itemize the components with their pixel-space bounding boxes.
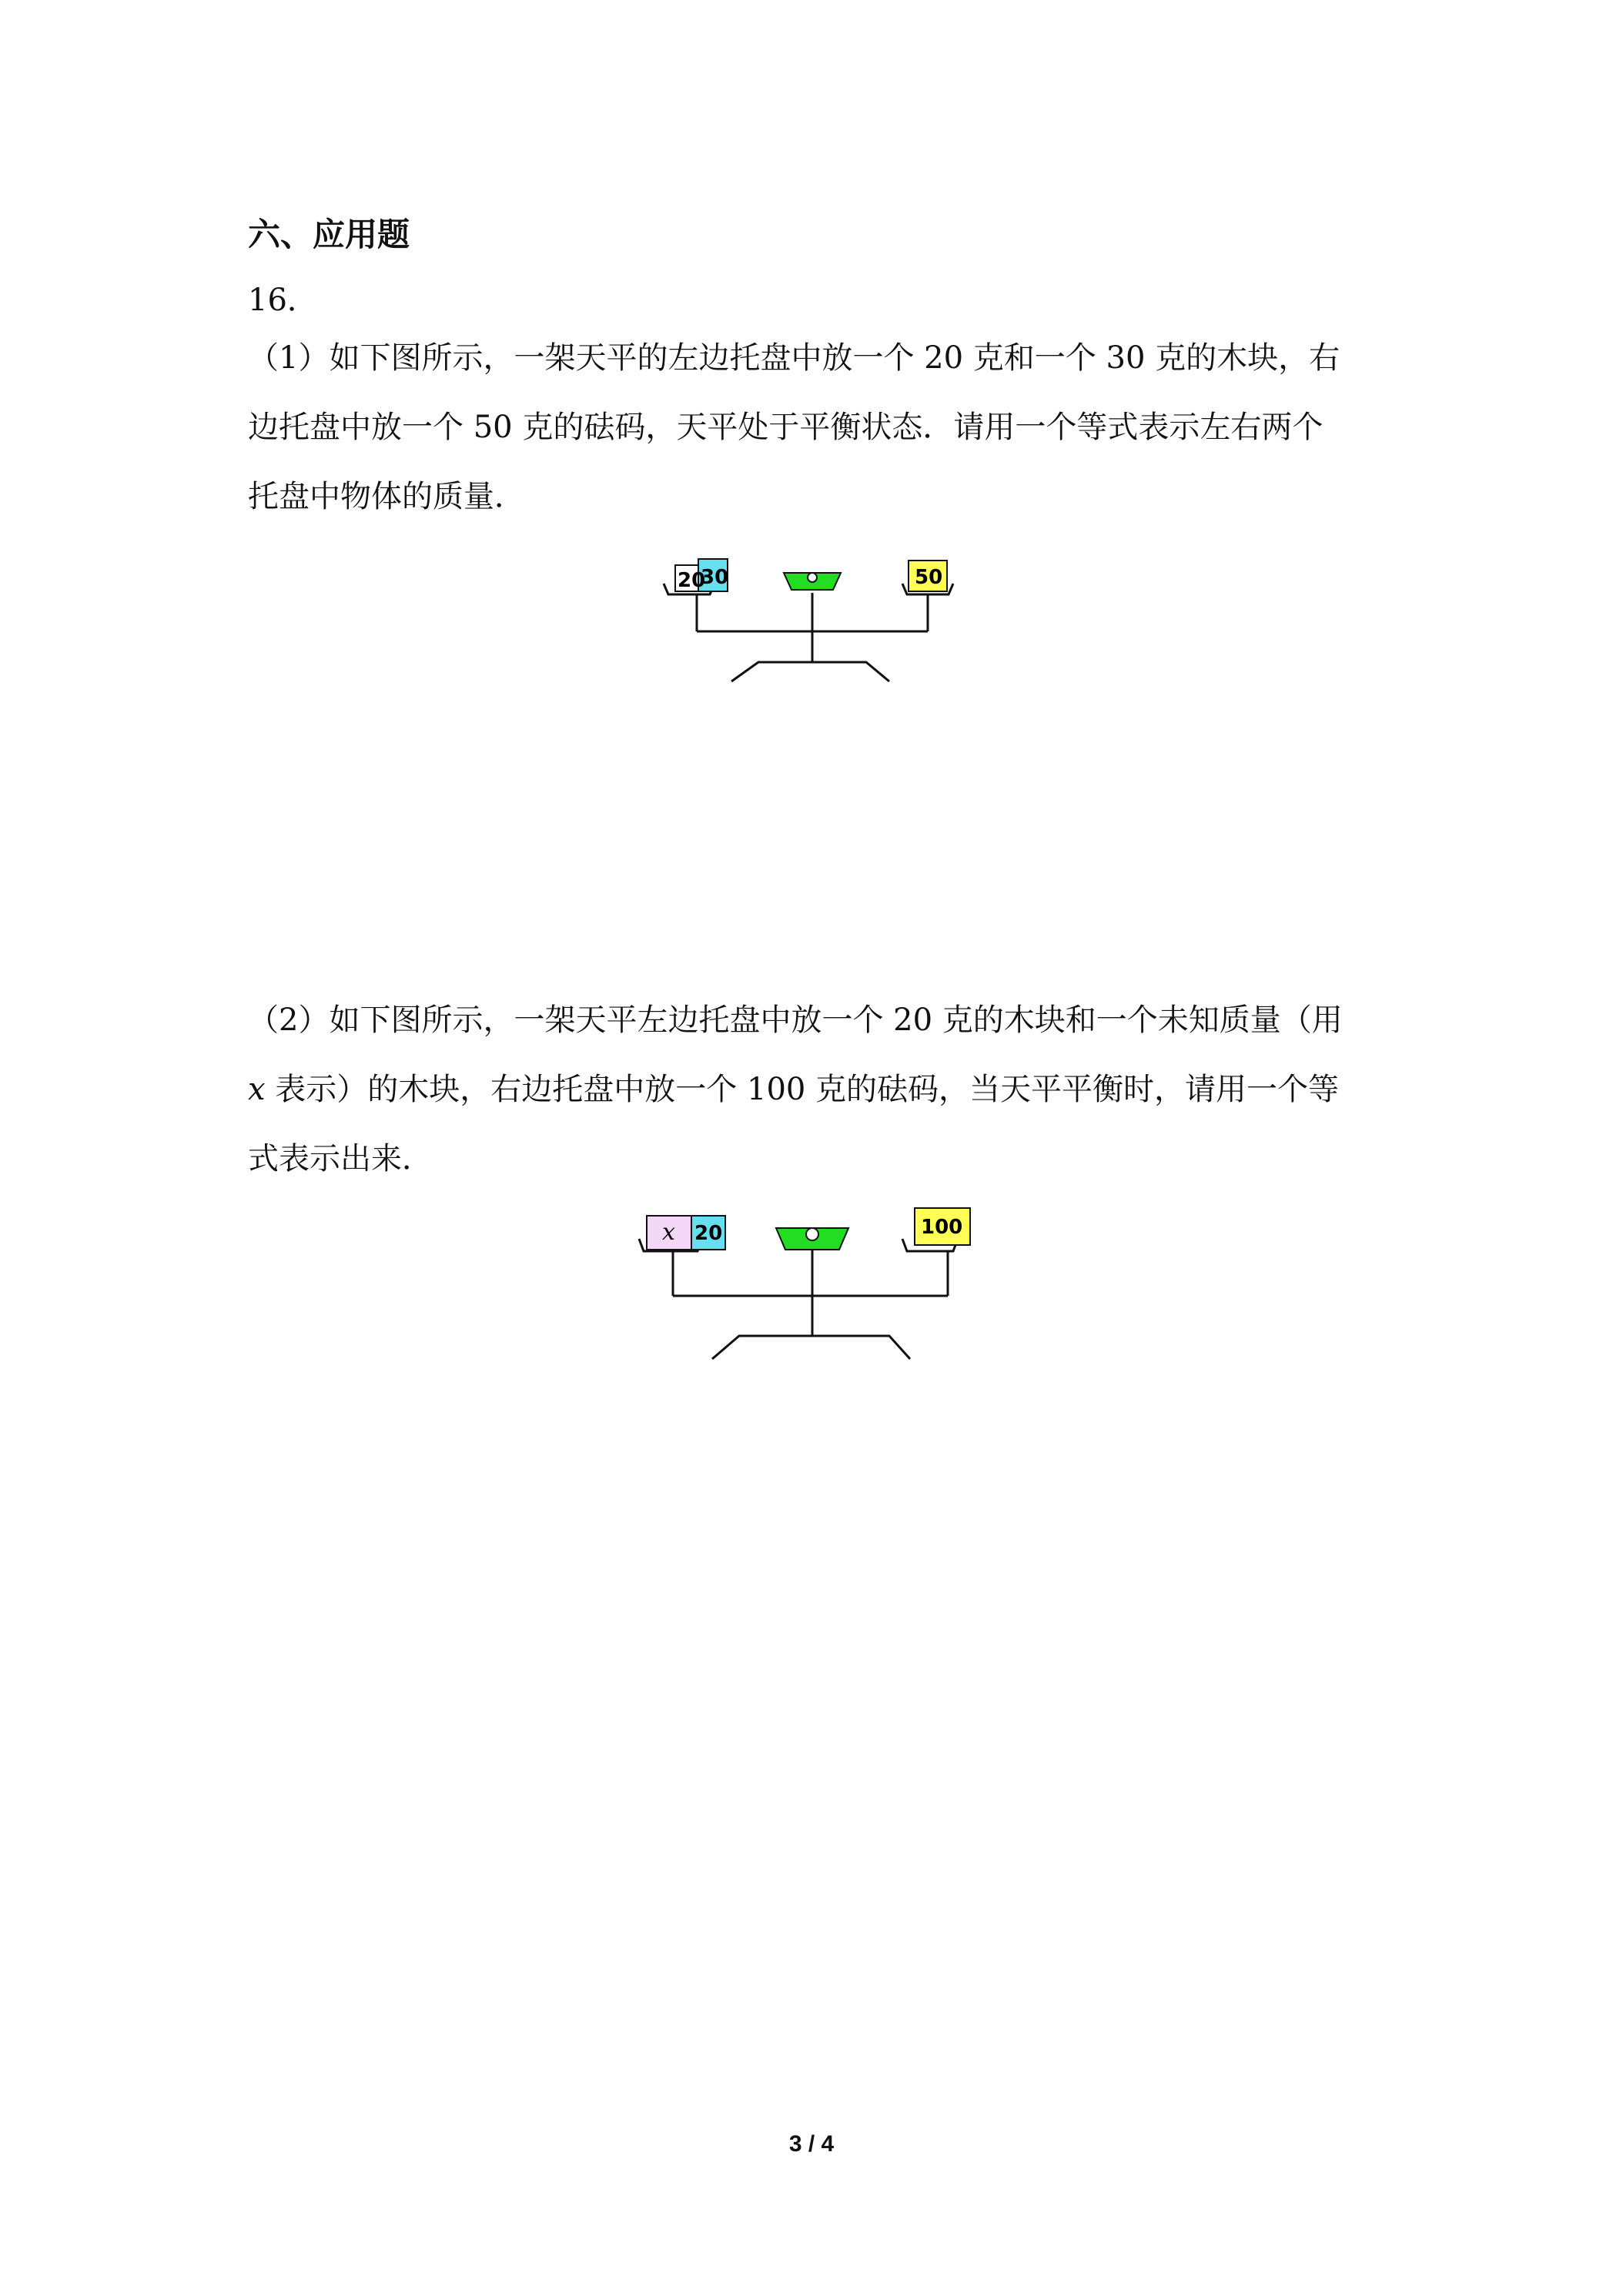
page-number: 3 / 4 [788, 2131, 835, 2157]
block-20g-label: 20 [694, 1222, 723, 1245]
block-20g-label: 20 [678, 569, 706, 592]
question-part-1 [248, 323, 1380, 531]
base [731, 662, 889, 681]
weight-100g-label: 100 [921, 1216, 963, 1239]
part2-line-2 [248, 1055, 1380, 1124]
part1-line-1: （1）如下图所示，一架天平的左边托盘中放一个 20 克和一个 30 克的木块，右 [248, 340, 1340, 376]
part1-line-3: 托盘中物体的质量． [248, 479, 525, 514]
weight-50g-label: 50 [915, 566, 943, 589]
part2-line-1: （2）如下图所示，一架天平左边托盘中放一个 20 克的木块和一个未知质量（用 [248, 1002, 1343, 1038]
question-part-2 [248, 986, 1380, 1193]
block-30g-label: 30 [701, 566, 729, 589]
block-x-label: x [662, 1219, 675, 1246]
part1-line-2: 边托盘中放一个 50 克的砝码，天平处于平衡状态．请用一个等式表示左右两个 [248, 410, 1323, 445]
section-title: 六、应用题 [248, 216, 410, 253]
balance-figure-2 [631, 1205, 1001, 1367]
balance-figure-1 [654, 554, 978, 693]
part2-line-2-rest: 表示）的木块，右边托盘中放一个 100 克的砝码，当天平平衡时，请用一个等 [265, 1072, 1340, 1107]
part2-line-3: 式表示出来． [248, 1141, 433, 1176]
base [712, 1336, 910, 1359]
variable-x: x [248, 1072, 266, 1107]
question-number: 16． [248, 283, 318, 318]
